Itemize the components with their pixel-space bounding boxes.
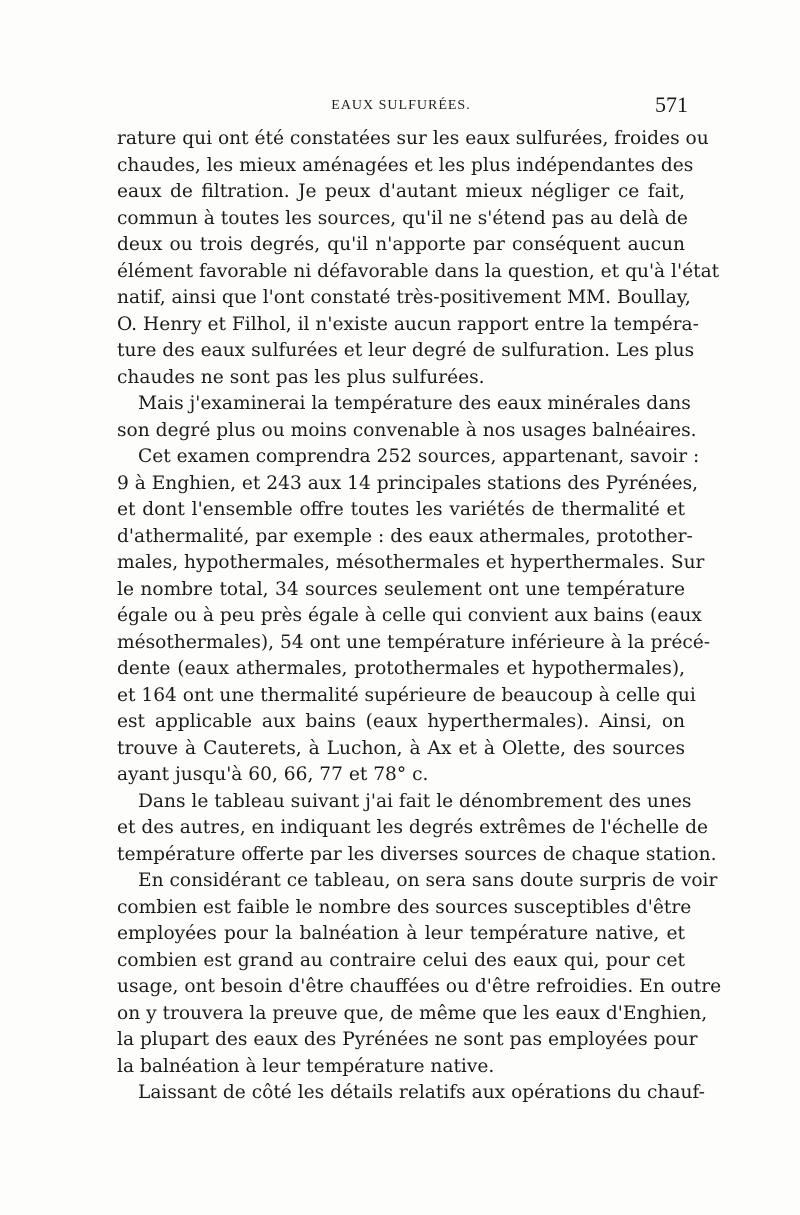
- text-line: Dans le tableau suivant j'ai fait le dénombrement des unes: [138, 790, 692, 812]
- text-line: Laissant de côté les détails relatifs aux opérations du chauf-: [138, 1082, 705, 1103]
- text-line: la plupart des eaux des Pyrénées ne sont pas employées pour: [117, 1029, 698, 1050]
- text-line: Cet examen comprendra 252 sources, appartenant, savoir :: [138, 446, 700, 467]
- text-line: combien est faible le nombre des sources susceptibles d'être: [117, 896, 692, 918]
- text-line: la balnéation à leur température native.: [117, 1055, 495, 1077]
- running-title: EAUX SULFURÉES.: [331, 98, 471, 113]
- text-line: Mais j'examinerai la température des eaux minérales dans: [138, 393, 691, 414]
- text-line: O. Henry et Filhol, il n'existe aucun rapport entre la tempéra-: [117, 313, 699, 335]
- text-line: employées pour la balnéation à leur température native, et: [117, 923, 685, 944]
- text-line: eaux de filtration. Je peux d'autant mieux négliger ce fait,: [117, 181, 685, 202]
- text-line: température offerte par les diverses sources de chaque station.: [117, 843, 717, 865]
- text-line: En considérant ce tableau, on sera sans doute surpris de voir: [138, 870, 718, 891]
- text-line: commun à toutes les sources, qu'il ne s'étend pas au delà de: [117, 207, 688, 229]
- text-line: ture des eaux sulfurées et leur degré de sulfuration. Les plus: [117, 340, 695, 361]
- text-line: égale ou à peu près égale à celle qui convient aux bains (eaux: [117, 605, 702, 626]
- text-line: d'athermalité, par exemple : des eaux athermales, protother-: [117, 525, 693, 547]
- text-line: élément favorable ni défavorable dans la question, et qu'à l'état: [117, 260, 720, 282]
- text-line: on y trouvera la preuve que, de même que les eaux d'Enghien,: [117, 1002, 708, 1024]
- text-line: trouve à Cauterets, à Luchon, à Ax et à Olette, des sources: [117, 737, 685, 759]
- text-line: rature qui ont été constatées sur les eaux sulfurées, froides ou: [117, 128, 709, 149]
- text-line: est applicable aux bains (eaux hyperthermales). Ainsi, on: [117, 711, 685, 732]
- body-text: [117, 126, 722, 1107]
- text-line: combien est grand au contraire celui des eaux qui, pour cet: [117, 949, 685, 971]
- text-line: et dont l'ensemble offre toutes les variétés de thermalité et: [117, 499, 685, 520]
- text-line: chaudes ne sont pas les plus sulfurées.: [117, 366, 485, 388]
- text-line: et 164 ont une thermalité supérieure de beaucoup à celle qui: [117, 684, 696, 706]
- text-line: males, hypothermales, mésothermales et hyperthermales. Sur: [117, 552, 705, 573]
- text-line: natif, ainsi que l'ont constaté très-positivement MM. Boullay,: [117, 287, 691, 308]
- text-line: chaudes, les mieux aménagées et les plus indépendantes des: [117, 154, 694, 176]
- text-line: son degré plus ou moins convenable à nos usages balnéaires.: [117, 419, 697, 441]
- text-line: dente (eaux athermales, protothermales et hypothermales),: [117, 658, 685, 679]
- text-line: le nombre total, 34 sources seulement ont une température: [117, 578, 685, 600]
- text-line: mésothermales), 54 ont une température inférieure à la précé-: [117, 631, 711, 653]
- running-head: [117, 92, 688, 120]
- text-line: 9 à Enghien, et 243 aux 14 principales stations des Pyrénées,: [117, 472, 699, 494]
- text-line: usage, ont besoin d'être chauffées ou d'être refroidies. En outre: [117, 976, 722, 997]
- text-line: ayant jusqu'à 60, 66, 77 et 78° c.: [117, 764, 429, 785]
- page-number: 571: [655, 92, 688, 117]
- text-line: deux ou trois degrés, qu'il n'apporte par conséquent aucun: [117, 234, 685, 255]
- text-line: et des autres, en indiquant les degrés extrêmes de l'échelle de: [117, 817, 708, 838]
